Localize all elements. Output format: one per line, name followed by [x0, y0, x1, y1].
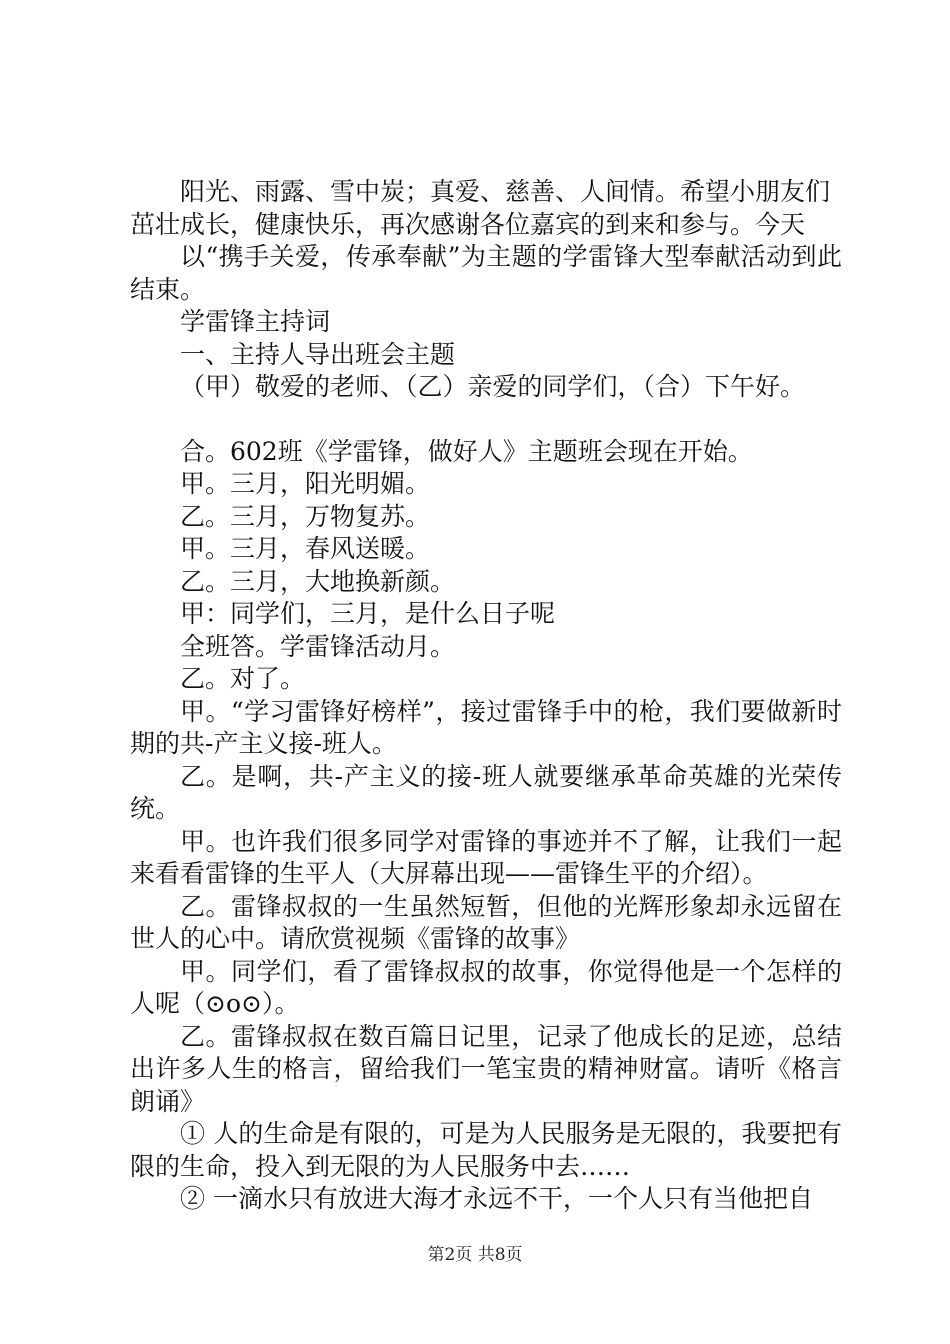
paragraph: 乙。雷锋叔叔的一生虽然短暂，但他的光辉形象却永远留在世人的心中。请欣赏视频《雷锋的故事》 [130, 891, 842, 953]
document-body [130, 176, 842, 1216]
motto-item: ① 人的生命是有限的，可是为人民服务是无限的，我要把有限的生命，投入到无限的为人民服务中去…… [130, 1119, 842, 1181]
paragraph: 全班答。学雷锋活动月。 [180, 631, 456, 661]
page-footer: 第2页 共8页 [427, 1245, 523, 1265]
paragraph: 甲：同学们，三月，是什么日子呢 [180, 599, 556, 628]
section-subheading: 一、主持人导出班会主题 [180, 339, 456, 369]
paragraph: 甲。“学习雷锋好榜样”，接过雷锋手中的枪，我们要做新时期的共-产主义接-班人。 [130, 696, 842, 758]
section-heading: 学雷锋主持词 [180, 307, 331, 336]
paragraph: 合。602班《学雷锋，做好人》主题班会现在开始。 [180, 436, 753, 466]
paragraph: 乙。对了。 [180, 664, 306, 693]
paragraph: 乙。三月，大地换新颜。 [180, 566, 456, 596]
paragraph: 甲。同学们，看了雷锋叔叔的故事，你觉得他是一个怎样的人呢（⊙o⊙）。 [130, 956, 842, 1018]
paragraph: 乙。雷锋叔叔在数百篇日记里，记录了他成长的足迹，总结出许多人生的格言，留给我们一笔宝贵的精神财富。请听《格言朗诵》 [130, 1021, 842, 1116]
motto-item: ② 一滴水只有放进大海才永远不干，一个人只有当他把自 [180, 1184, 813, 1213]
paragraph: 乙。是啊，共-产主义的接-班人就要继承革命英雄的光荣传统。 [130, 761, 842, 823]
paragraph: 甲。三月，阳光明媚。 [180, 469, 431, 498]
paragraph: 甲。三月，春风送暖。 [180, 534, 431, 563]
paragraph: （甲）敬爱的老师、（乙）亲爱的同学们，（合）下午好。 [180, 372, 806, 401]
paragraph: 阳光、雨露、雪中炭；真爱、慈善、人间情。希望小朋友们茁壮成长，健康快乐，再次感谢各位嘉宾的到来和参与。今天 [130, 177, 831, 239]
paragraph: 以“携手关爱，传承奉献”为主题的学雷锋大型奉献活动到此结束。 [130, 242, 842, 304]
paragraph: 甲。也许我们很多同学对雷锋的事迹并不了解，让我们一起来看看雷锋的生平人（大屏幕出现——雷锋生平的介绍）。 [130, 826, 842, 888]
paragraph: 乙。三月，万物复苏。 [180, 501, 431, 531]
